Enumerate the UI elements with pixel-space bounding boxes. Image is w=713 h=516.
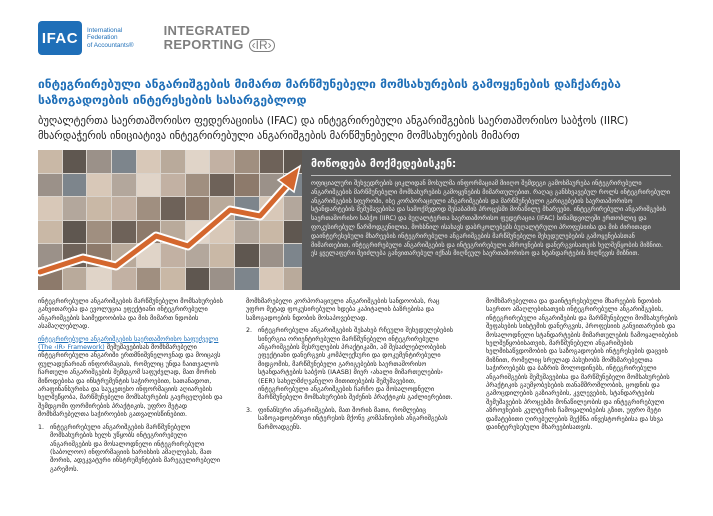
portrait-mosaic-image — [38, 150, 308, 290]
list-item-text: ფინანსური ანგარიშგების, მათ შორის მათი, რომლებიც საზოგადოებრივი ინტერესის მქონე კომპანიების ანგარიშგებას წარმოადგენს. — [258, 406, 448, 431]
document-title: ინტეგრირებული ანგარიშგების მიმართ მარწმუნებელი მომსახურების გამოყენების დაჩქარება საზოგადოების ინტერესების სასარგებლოდ — [38, 77, 621, 107]
portrait-tile — [260, 174, 284, 197]
portrait-tile — [63, 221, 87, 244]
portrait-tile — [161, 268, 185, 291]
portrait-tile — [210, 150, 234, 173]
paragraph: მომხმარებელთა და დაინტერესებული მხარეების ნდობის საერთო ამაღლებისათვის ინტეგრირებული ანგარიშგების, ინტეგრირებული ანგარიშების და მარწმუნებელი მომსახურების შეფასების სისტემის დანერგვის, პროფესიის განვითარების და მოსალოდნელი სტანდარტების მიმართულების ჩამოყალიბების ხელშეწყობისათვის, მარწმუნებელი ანგარიშების ხელმისაწვდომობის და საზოგადოების ინტერესების დაცვის მიზნით, რომელიც სრულად პასუხობს მომხმარებელთა საჭიროებებს და ბაზრის მოლოდინებს, ინტეგრირებული ანგარიშგების შემუშავებისა და მარწმუნებელი მომსახურების პრაქტიკის გაუმჯობესების თანამშრომლობის, ცოდნის და გამოცდილების გაზიარების, კვლევების, სტანდარტების შემუშავების პროცესში მონაწილეობის და ინტეგრირებული აზროვნების კულტურის ჩამოყალიბების გზით, უფრო მეტი დამატებითი ღირებულების შექმნა ინვესტორებისა და სხვა დაინტერესებული მხარეებისათვის. — [486, 298, 678, 432]
integrated-reporting-logo — [164, 24, 275, 52]
list-item-text: ინტეგრირებული ანგარიშგების შესახებ რჩეული შეხედულებების სინერგია ორიენტირებული მარწმუნებელი ინტეგრირებული ანგარიშგების შესრულების პრაქტიკაში, ამ შესაძლებლობების ეფექტიანი დანერგვის კომპლექსური და დოკუმენტირებული მიდგომის, მარწმუნებელი გარიგებების საერთაშორისო სტანდარტების საბჭოს (IAASB) მიერ ‹ახალი მიმართულების› (EER) სახელმძღვანელო მითითებების შემუშავებით, ინტეგრირებული ანგარიშგების ჩარჩო და მოსალოდნელი მარწმუნებელი მომსახურების შეძენის პრაქტიკის გაძლიერებით. — [258, 327, 454, 402]
portrait-tile — [63, 174, 87, 197]
text-column-2 — [246, 298, 458, 436]
portrait-tile — [186, 150, 210, 173]
paragraph-text: შემუშავებისას მომხმარებელი ინტეგრირებული ანგარიში ერთმნიშვნელოვნად და მოიცავს ფულადუნარიან ინფორმაციას, რომელიც უნდა ჩაითვალოს ჩართული ანგარიშგების შემდგომ საფუძვლად, მათ მორის მიწოდებისა და ინსტრუმენტის საჭიროებით, სათანადოთ, არაფინანსურისა და საუკეთესო ინფორმაციის აღიარების ხელშეწყობა, მარწმუნებელი მომსახურების გავრცელების და შემდგომი ფორმირების პრაქტიკის, უფრო მეტად მომხმარებელთა საჭიროების გათვალისწინებით. — [38, 344, 223, 419]
ir-logo-line2-row — [164, 38, 275, 52]
list-item — [246, 407, 458, 432]
portrait-tile — [38, 174, 62, 197]
portrait-tile — [210, 268, 234, 291]
portrait-tile — [38, 244, 62, 267]
list-item-text: ინტეგრირებული ანგარიშგების მარწმუნებელი მომსახურების ხელს უწყობს ინტეგრირებული ანგარიშგების და მოსალოდნელი ინტეგრირებული (საბოლოო) ინფორმაციის ხარისხის ამაღლებას, მათ შორის, ადეკვატური ინსტრუმენტების მარეგულირებელი გარემოს. — [50, 423, 221, 473]
portrait-tile — [137, 221, 161, 244]
portrait-tile — [87, 268, 111, 291]
portrait-tile — [112, 174, 136, 197]
portrait-tile — [186, 268, 210, 291]
portrait-tile — [235, 197, 259, 220]
portrait-tile — [112, 268, 136, 291]
ifac-name-line: of Accountants® — [87, 41, 134, 49]
panel-divider — [311, 175, 671, 176]
portrait-tile — [63, 268, 87, 291]
portrait-tile — [260, 221, 284, 244]
portrait-tile — [161, 221, 185, 244]
portrait-tile — [63, 150, 87, 173]
portrait-tile — [112, 221, 136, 244]
list-item — [246, 327, 458, 403]
portrait-tile — [137, 150, 161, 173]
portrait-tile — [260, 197, 284, 220]
portrait-tile — [235, 150, 259, 173]
portrait-tile — [38, 221, 62, 244]
ir-logo-line1: INTEGRATED — [163, 23, 251, 38]
ifac-name-line: International — [87, 26, 123, 34]
portrait-tile — [260, 150, 284, 173]
portrait-tile — [210, 174, 234, 197]
portrait-tile — [210, 244, 234, 267]
portrait-tile — [235, 244, 259, 267]
portrait-tile — [260, 268, 284, 291]
list-number: 1. — [38, 423, 45, 431]
portrait-tile — [112, 197, 136, 220]
call-to-action-panel — [302, 150, 680, 290]
portrait-tile — [87, 150, 111, 173]
portrait-tile — [63, 244, 87, 267]
logo-bar — [38, 20, 275, 56]
text-column-1 — [38, 298, 228, 478]
portrait-tile — [137, 197, 161, 220]
ifac-logo-name — [87, 27, 134, 49]
paragraph: ინტეგრირებული ანგარიშგების მარწმუნებელი მომსახურების განვითარება და ევოლუცია ეფექტიანი ინტეგრირებული ანგარიშგების საიმედოობისა და მის მიმართ ნდობის ასამაღლებლად. — [38, 298, 223, 331]
portrait-tile — [235, 174, 259, 197]
portrait-tile — [186, 174, 210, 197]
ifac-name-line: Federation — [87, 34, 118, 42]
portrait-tile — [186, 244, 210, 267]
portrait-tile — [235, 268, 259, 291]
ir-logo-mark: ‹IR› — [249, 39, 275, 52]
portrait-tile — [87, 174, 111, 197]
portrait-tile — [161, 244, 185, 267]
document-subtitle: ბუღალტერთა საერთაშორისო ფედერაციისა (IFAC) და ინტეგრირებული ანგარიშგების საერთაშორისო საბჭოს (IIRC) მხარდაჭერის ინიციატივა ინტეგრირებული ანგარიშგების მარწმუნებელი მომსახურების მიმართ — [38, 115, 629, 142]
call-to-action-body: ოფიციალური შეხვედრების ციკლიდან მოსულმა ინფორმაციამ მიიღო შემდეგი გამოხმაურება ინტეგრირებული ანგარიშგების მარწმუნებელი მომსახურების გამოყენების მიმართულებით. რაღაც განსხვავებულ როლს ინტეგრირებული ანგარიშგების სფეროში, ისე კორპორაციული ანგარიშგების და მარწმუნებელი გარიგებების საერთაშორისო სტანდარტების შემუშავებისა და სამოქმედოდ შესაბამის პროცესში მონაწილე მხარეები. ინტეგრირებული ანგარიშგების საერთაშორისო საბჭო (IIRC) და ბუღალტერთა საერთაშორისო ფედერაცია (IFAC) სინამდვილეში ერთობლივ და ფოკუსირებულ წარმოდგენილია, მოხსნილ ისახავს დაბრკოლებებს ბუღალტრული პროფესიისა და მის ძირითადი დაინტერესებული მხარეების ინტეგრირებული ანგარიშგების მარწმუნებელი შეხედულებების გამოყენებასთან მიმართებით, ინტეგრირებული ანგარიშგების და ინტეგრირებული აზროვნების დანერგვისათვის ხელშეწყობის მიზნით. ეს ყველაფერი შეიძლება განვითარებულ იქნას მიღწეულ საერთაშორისო და სტანდარტების მიღწევის მიზნით. — [311, 180, 671, 258]
portrait-tile — [260, 244, 284, 267]
list-number: 2. — [246, 327, 253, 335]
portrait-tile — [87, 221, 111, 244]
paragraph — [38, 336, 228, 420]
hero-banner — [38, 150, 680, 290]
ifac-logo-mark: IFAC — [38, 21, 82, 55]
call-to-action-title: მოწოდება მოქმედებისკენ: — [311, 158, 457, 170]
portrait-tile — [87, 197, 111, 220]
portrait-tile — [186, 197, 210, 220]
paragraph: მომხმარებელი კორპორაციული ანგარიშგების სანდოობას, რაც უფრო მეტად ფოკუსირებული ხდება კაპიტალის ბაზრებისა და საზოგადოების ნდობის მოსაპოვებლად. — [246, 298, 440, 322]
portrait-tile — [137, 268, 161, 291]
portrait-tile — [38, 150, 62, 173]
framework-link[interactable]: ინტეგრირებული ანგარიშგების საერთაშორისო საფუძველი (The ‹IR› Framework) — [38, 335, 219, 352]
portrait-tile — [63, 197, 87, 220]
portrait-tile — [38, 268, 62, 291]
portrait-tile — [112, 244, 136, 267]
portrait-tile — [137, 174, 161, 197]
ir-logo-line2: REPORTING — [163, 37, 244, 52]
portrait-tile — [235, 221, 259, 244]
text-column-3 — [486, 298, 680, 437]
portrait-tile — [161, 197, 185, 220]
list-item — [38, 424, 228, 474]
portrait-tile — [38, 197, 62, 220]
portrait-tile — [161, 174, 185, 197]
portrait-tile — [137, 244, 161, 267]
portrait-tile — [186, 221, 210, 244]
portrait-tile — [161, 150, 185, 173]
list-number: 3. — [246, 406, 253, 414]
portrait-tile — [112, 150, 136, 173]
portrait-tile — [210, 221, 234, 244]
portrait-tile — [87, 244, 111, 267]
portrait-tile — [210, 197, 234, 220]
